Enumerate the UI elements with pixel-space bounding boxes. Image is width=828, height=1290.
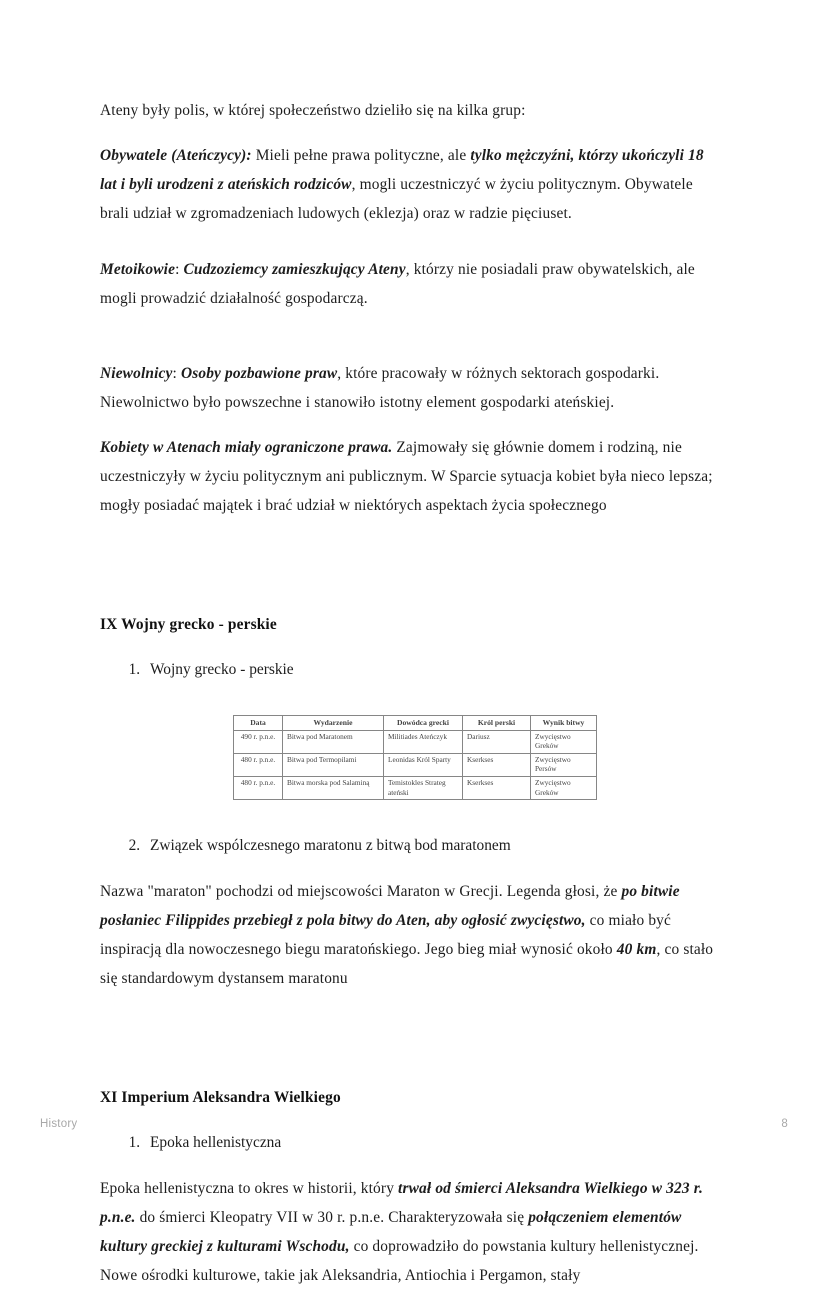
metics-separator: : bbox=[175, 261, 184, 278]
footer-document-label: History bbox=[40, 1118, 78, 1130]
table-cell-king: Dariusz bbox=[463, 730, 531, 753]
paragraph-metics bbox=[100, 255, 724, 313]
list-section-ix-second bbox=[100, 830, 724, 861]
table-header-cell: Wydarzenie bbox=[283, 716, 384, 731]
battle-table bbox=[233, 715, 597, 800]
hellenistic-emphasis-2: połączeniem elementów kultury greckiej z kulturami Wschodu, bbox=[100, 1209, 682, 1256]
women-emphasis: Kobiety w Atenach miały ograniczone prawa. bbox=[100, 439, 393, 456]
table-header-cell: Data bbox=[234, 716, 283, 731]
table-header-cell: Król perski bbox=[463, 716, 531, 731]
hellenistic-emphasis-1: trwał od śmierci Aleksandra Wielkiego w 323 r. p.n.e. bbox=[100, 1180, 703, 1227]
table-cell-date: 480 r. p.n.e. bbox=[234, 776, 283, 799]
table-cell-event: Bitwa pod Termopilami bbox=[283, 753, 384, 776]
table-header-cell: Wynik bitwy bbox=[531, 716, 597, 731]
table-header-cell: Dowódca grecki bbox=[384, 716, 463, 731]
paragraph-marathon bbox=[100, 877, 724, 993]
footer-page-number: 8 bbox=[781, 1118, 788, 1130]
table-cell-commander: Leonidas Król Sparty bbox=[384, 753, 463, 776]
paragraph-women bbox=[100, 433, 724, 520]
table-cell-date: 480 r. p.n.e. bbox=[234, 753, 283, 776]
table-cell-event: Bitwa pod Maratonem bbox=[283, 730, 384, 753]
table-cell-king: Kserkses bbox=[463, 753, 531, 776]
slaves-emphasis: Osoby pozbawione praw bbox=[180, 365, 338, 382]
table-cell-result: Zwycięstwo Persów bbox=[531, 753, 597, 776]
marathon-emphasis-2: 40 km bbox=[616, 941, 657, 959]
page-content bbox=[100, 96, 724, 1290]
table-row bbox=[234, 753, 597, 776]
table-cell-commander: Militiades Ateńczyk bbox=[384, 730, 463, 753]
table-row bbox=[234, 776, 597, 799]
list-item: 1. Epoka hellenistyczna bbox=[144, 1127, 724, 1158]
table-header-row bbox=[234, 716, 597, 731]
hellenistic-text-2: do śmierci Kleopatry VII w 30 r. p.n.e. Charakteryzowała się bbox=[135, 1209, 529, 1227]
slaves-separator: : bbox=[172, 365, 181, 382]
citizens-text-1: Mieli pełne prawa polityczne, ale bbox=[251, 147, 471, 164]
metics-term: Metoikowie bbox=[100, 261, 176, 278]
hellenistic-text-1: Epoka hellenistyczna to okres w historii, który bbox=[100, 1180, 399, 1198]
battle-table-container bbox=[100, 715, 724, 800]
slaves-text-1: , które pracowały w różnych sektorach gospodarki. Niewolnictwo było powszechne i stanowiło istotny element gospodarki ateńskiej. bbox=[100, 365, 660, 411]
citizens-text-2: , mogli uczestniczyć w życiu politycznym. Obywatele brali udział w zgromadzeniach ludowych (eklezja) oraz w radzie pięciuset. bbox=[100, 176, 693, 222]
slaves-term: Niewolnicy bbox=[100, 365, 173, 382]
marathon-text-1: Nazwa "maraton" pochodzi od miejscowości Maraton w Grecji. Legenda głosi, że bbox=[100, 883, 622, 901]
women-text-1: Zajmowały się głównie domem i rodziną, nie uczestniczyły w życiu politycznym ani publicznym. W Sparcie sytuacja kobiet była nieco lepsza; mogły posiadać majątek i brać udział w niektórych aspektach życia społecznego bbox=[100, 439, 713, 514]
hellenistic-text-3: co doprowadziło do powstania kultury hellenistycznej. Nowe ośrodki kulturowe, takie jak Aleksandria, Antiochia i Pergamon, stały bbox=[100, 1238, 699, 1285]
heading-section-xi: XI Imperium Aleksandra Wielkiego bbox=[100, 1089, 341, 1107]
citizens-emphasis: tylko mężczyźni, którzy ukończyli 18 lat i byli urodzeni z ateńskich rodziców bbox=[100, 147, 704, 193]
table-cell-commander: Temistokles Strateg ateński bbox=[384, 776, 463, 799]
table-cell-event: Bitwa morska pod Salaminą bbox=[283, 776, 384, 799]
table-cell-date: 490 r. p.n.e. bbox=[234, 730, 283, 753]
metics-emphasis: Cudzoziemcy zamieszkujący Ateny bbox=[183, 261, 406, 278]
intro-paragraph bbox=[100, 96, 724, 125]
table-cell-king: Kserkses bbox=[463, 776, 531, 799]
heading-section-ix: IX Wojny grecko - perskie bbox=[100, 616, 277, 633]
table-cell-result: Zwycięstwo Greków bbox=[531, 776, 597, 799]
marathon-text-2: co miało być inspiracją dla nowoczesnego biegu maratońskiego. Jego bieg miał wynosić około bbox=[100, 912, 672, 959]
list-section-ix-first bbox=[100, 654, 724, 685]
list-section-xi bbox=[100, 1127, 724, 1158]
page-footer bbox=[40, 1118, 788, 1130]
marathon-emphasis-1: po bitwie posłaniec Filippides przebiegł z pola bitwy do Aten, aby ogłosić zwycięstwo, bbox=[100, 883, 680, 930]
list-item: 2. Związek wspólczesnego maratonu z bitwą bod maratonem bbox=[144, 830, 724, 861]
marathon-text-3: , co stało się standardowym dystansem maratonu bbox=[100, 941, 714, 988]
table-row bbox=[234, 730, 597, 753]
table-cell-result: Zwycięstwo Greków bbox=[531, 730, 597, 753]
paragraph-slaves bbox=[100, 359, 724, 417]
metics-text-1: , którzy nie posiadali praw obywatelskich, ale mogli prowadzić działalność gospodarczą. bbox=[100, 261, 695, 307]
citizens-term: Obywatele (Ateńczycy): bbox=[100, 147, 252, 164]
paragraph-hellenistic bbox=[100, 1174, 724, 1290]
list-item: 1. Wojny grecko - perskie bbox=[144, 654, 724, 685]
paragraph-citizens bbox=[100, 141, 724, 228]
intro-lead-text: Ateny były polis, w której społeczeństwo dzieliło się na kilka grup: bbox=[100, 102, 526, 119]
